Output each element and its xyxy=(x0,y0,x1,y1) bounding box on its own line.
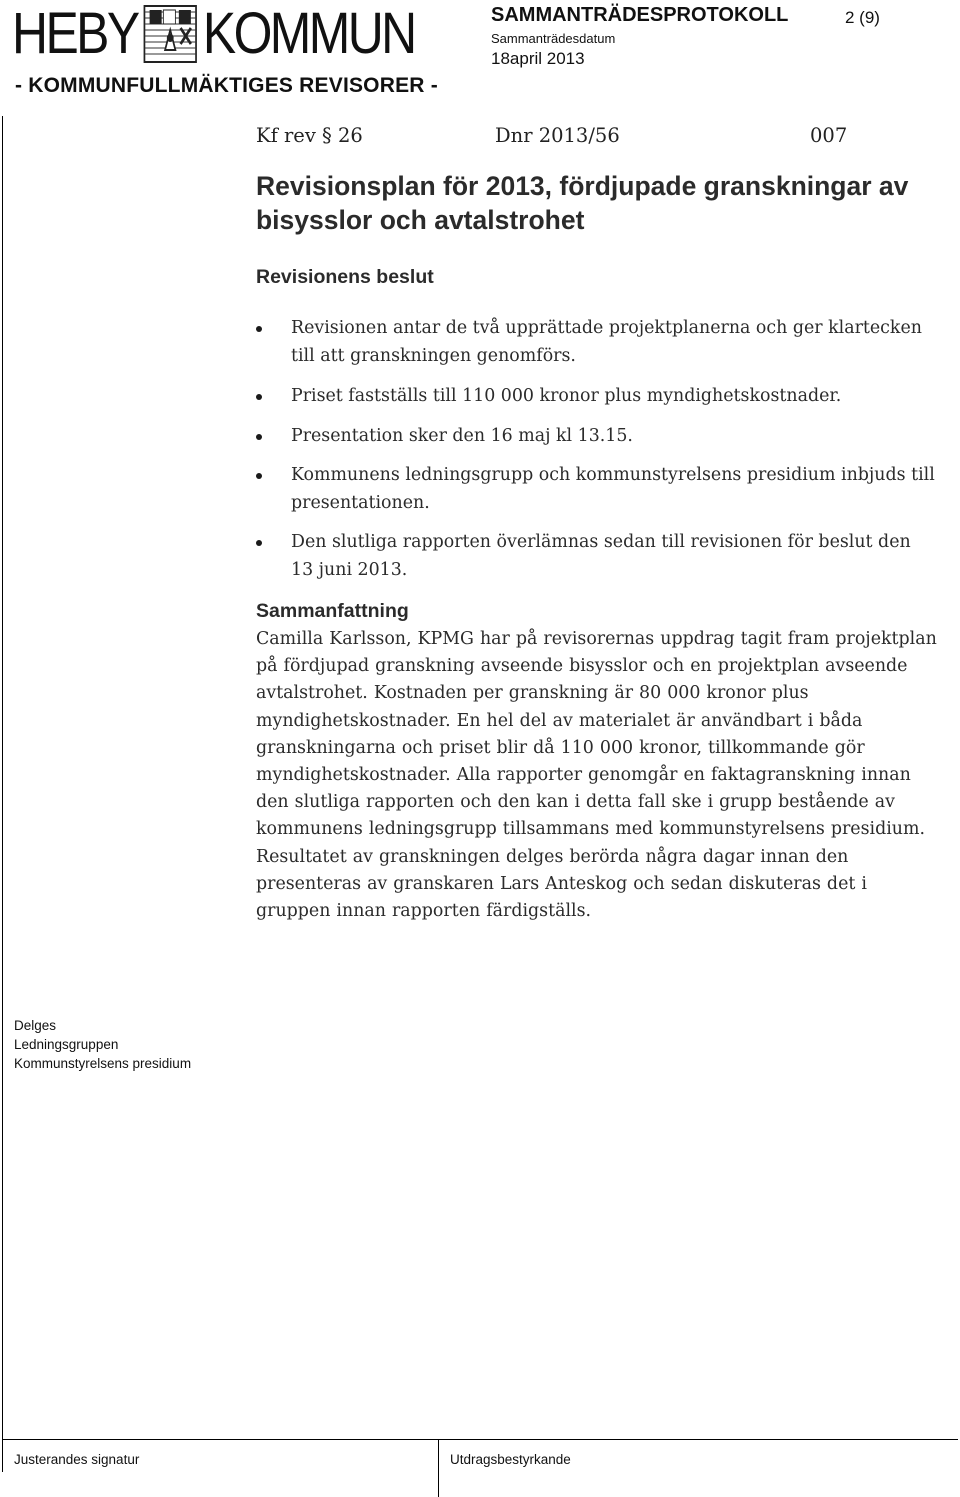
footer-divider xyxy=(438,1439,439,1497)
list-item xyxy=(256,529,936,584)
decision-item-text: Priset fastställs till 110 000 kronor plus myndighetskostnader. xyxy=(291,386,842,406)
bullet-icon xyxy=(256,434,262,440)
committee-subtitle: - KOMMUNFULLMÄKTIGES REVISORER - xyxy=(15,74,438,97)
summary-text: Camilla Karlsson, KPMG har på revisorernas uppdrag tagit fram projektplan på fördjupad granskning avseende bisysslor och en projektplan avseende avtalstrohet. Kostnaden per granskning är 80 000 kronor plus myndighetskostnader. En hel del av materialet är användbart i båda granskningarna och priset blir då 110 000 kronor, tillkommande gör myndighetskostnader. Alla rapporter genomgår en faktagranskning innan den slutliga rapporten och den kan i detta fall ske i grupp bestående av kommunens ledningsgrupp tillsammans med kommunstyrelsens presidium. Resultatet av granskningen delges berörda några dagar innan den presenteras av granskaren Lars Anteskog och sedan diskuteras det i gruppen innan rapporten färdigställs. xyxy=(256,629,937,922)
signature-label: Justerandes signatur xyxy=(14,1452,140,1467)
decision-item-text: Kommunens ledningsgrupp och kommunstyrelsens presidium inbjuds till presentationen. xyxy=(291,465,935,513)
protocol-title: SAMMANTRÄDESPROTOKOLL xyxy=(491,4,789,26)
case-number: 007 xyxy=(810,124,848,147)
list-item xyxy=(256,383,936,411)
list-item xyxy=(256,462,936,517)
bullet-icon xyxy=(256,326,262,332)
municipality-logo xyxy=(12,1,415,66)
recipient: Ledningsgruppen xyxy=(14,1037,119,1052)
logo-word-heby: HEBY xyxy=(12,1,138,66)
decision-item-text: Presentation sker den 16 maj kl 13.15. xyxy=(291,425,633,446)
distribution-heading: Delges xyxy=(14,1018,57,1033)
footer-rule xyxy=(2,1439,958,1440)
page-title: Revisionsplan för 2013, fördjupade granskningar av bisysslor och avtalstrohet xyxy=(256,171,909,235)
certification-label: Utdragsbestyrkande xyxy=(450,1452,571,1467)
meeting-date-label: Sammanträdesdatum xyxy=(491,31,616,46)
meeting-date-value: 18april 2013 xyxy=(491,49,585,68)
decision-heading: Revisionens beslut xyxy=(256,266,434,288)
kf-reference: Kf rev § 26 xyxy=(256,124,363,147)
bullet-icon xyxy=(256,394,262,400)
list-item xyxy=(256,423,936,451)
recipient: Kommunstyrelsens presidium xyxy=(14,1056,192,1071)
bullet-icon xyxy=(256,540,262,546)
diary-number: Dnr 2013/56 xyxy=(495,124,620,147)
page-number: 2 (9) xyxy=(845,8,880,27)
logo-word-kommun: KOMMUN xyxy=(202,1,415,66)
left-margin-rule xyxy=(2,116,3,1472)
decision-item-text: Den slutliga rapporten överlämnas sedan till revisionen för beslut den 13 juni 2013. xyxy=(291,532,911,580)
summary-heading: Sammanfattning xyxy=(256,600,409,622)
list-item xyxy=(256,315,936,370)
bullet-icon xyxy=(256,473,262,479)
decision-list xyxy=(256,315,936,584)
coat-of-arms-icon xyxy=(143,4,198,64)
distribution-block xyxy=(14,1016,191,1073)
decision-item-text: Revisionen antar de två upprättade projektplanerna och ger klartecken till att granskningen genomförs. xyxy=(291,318,922,366)
